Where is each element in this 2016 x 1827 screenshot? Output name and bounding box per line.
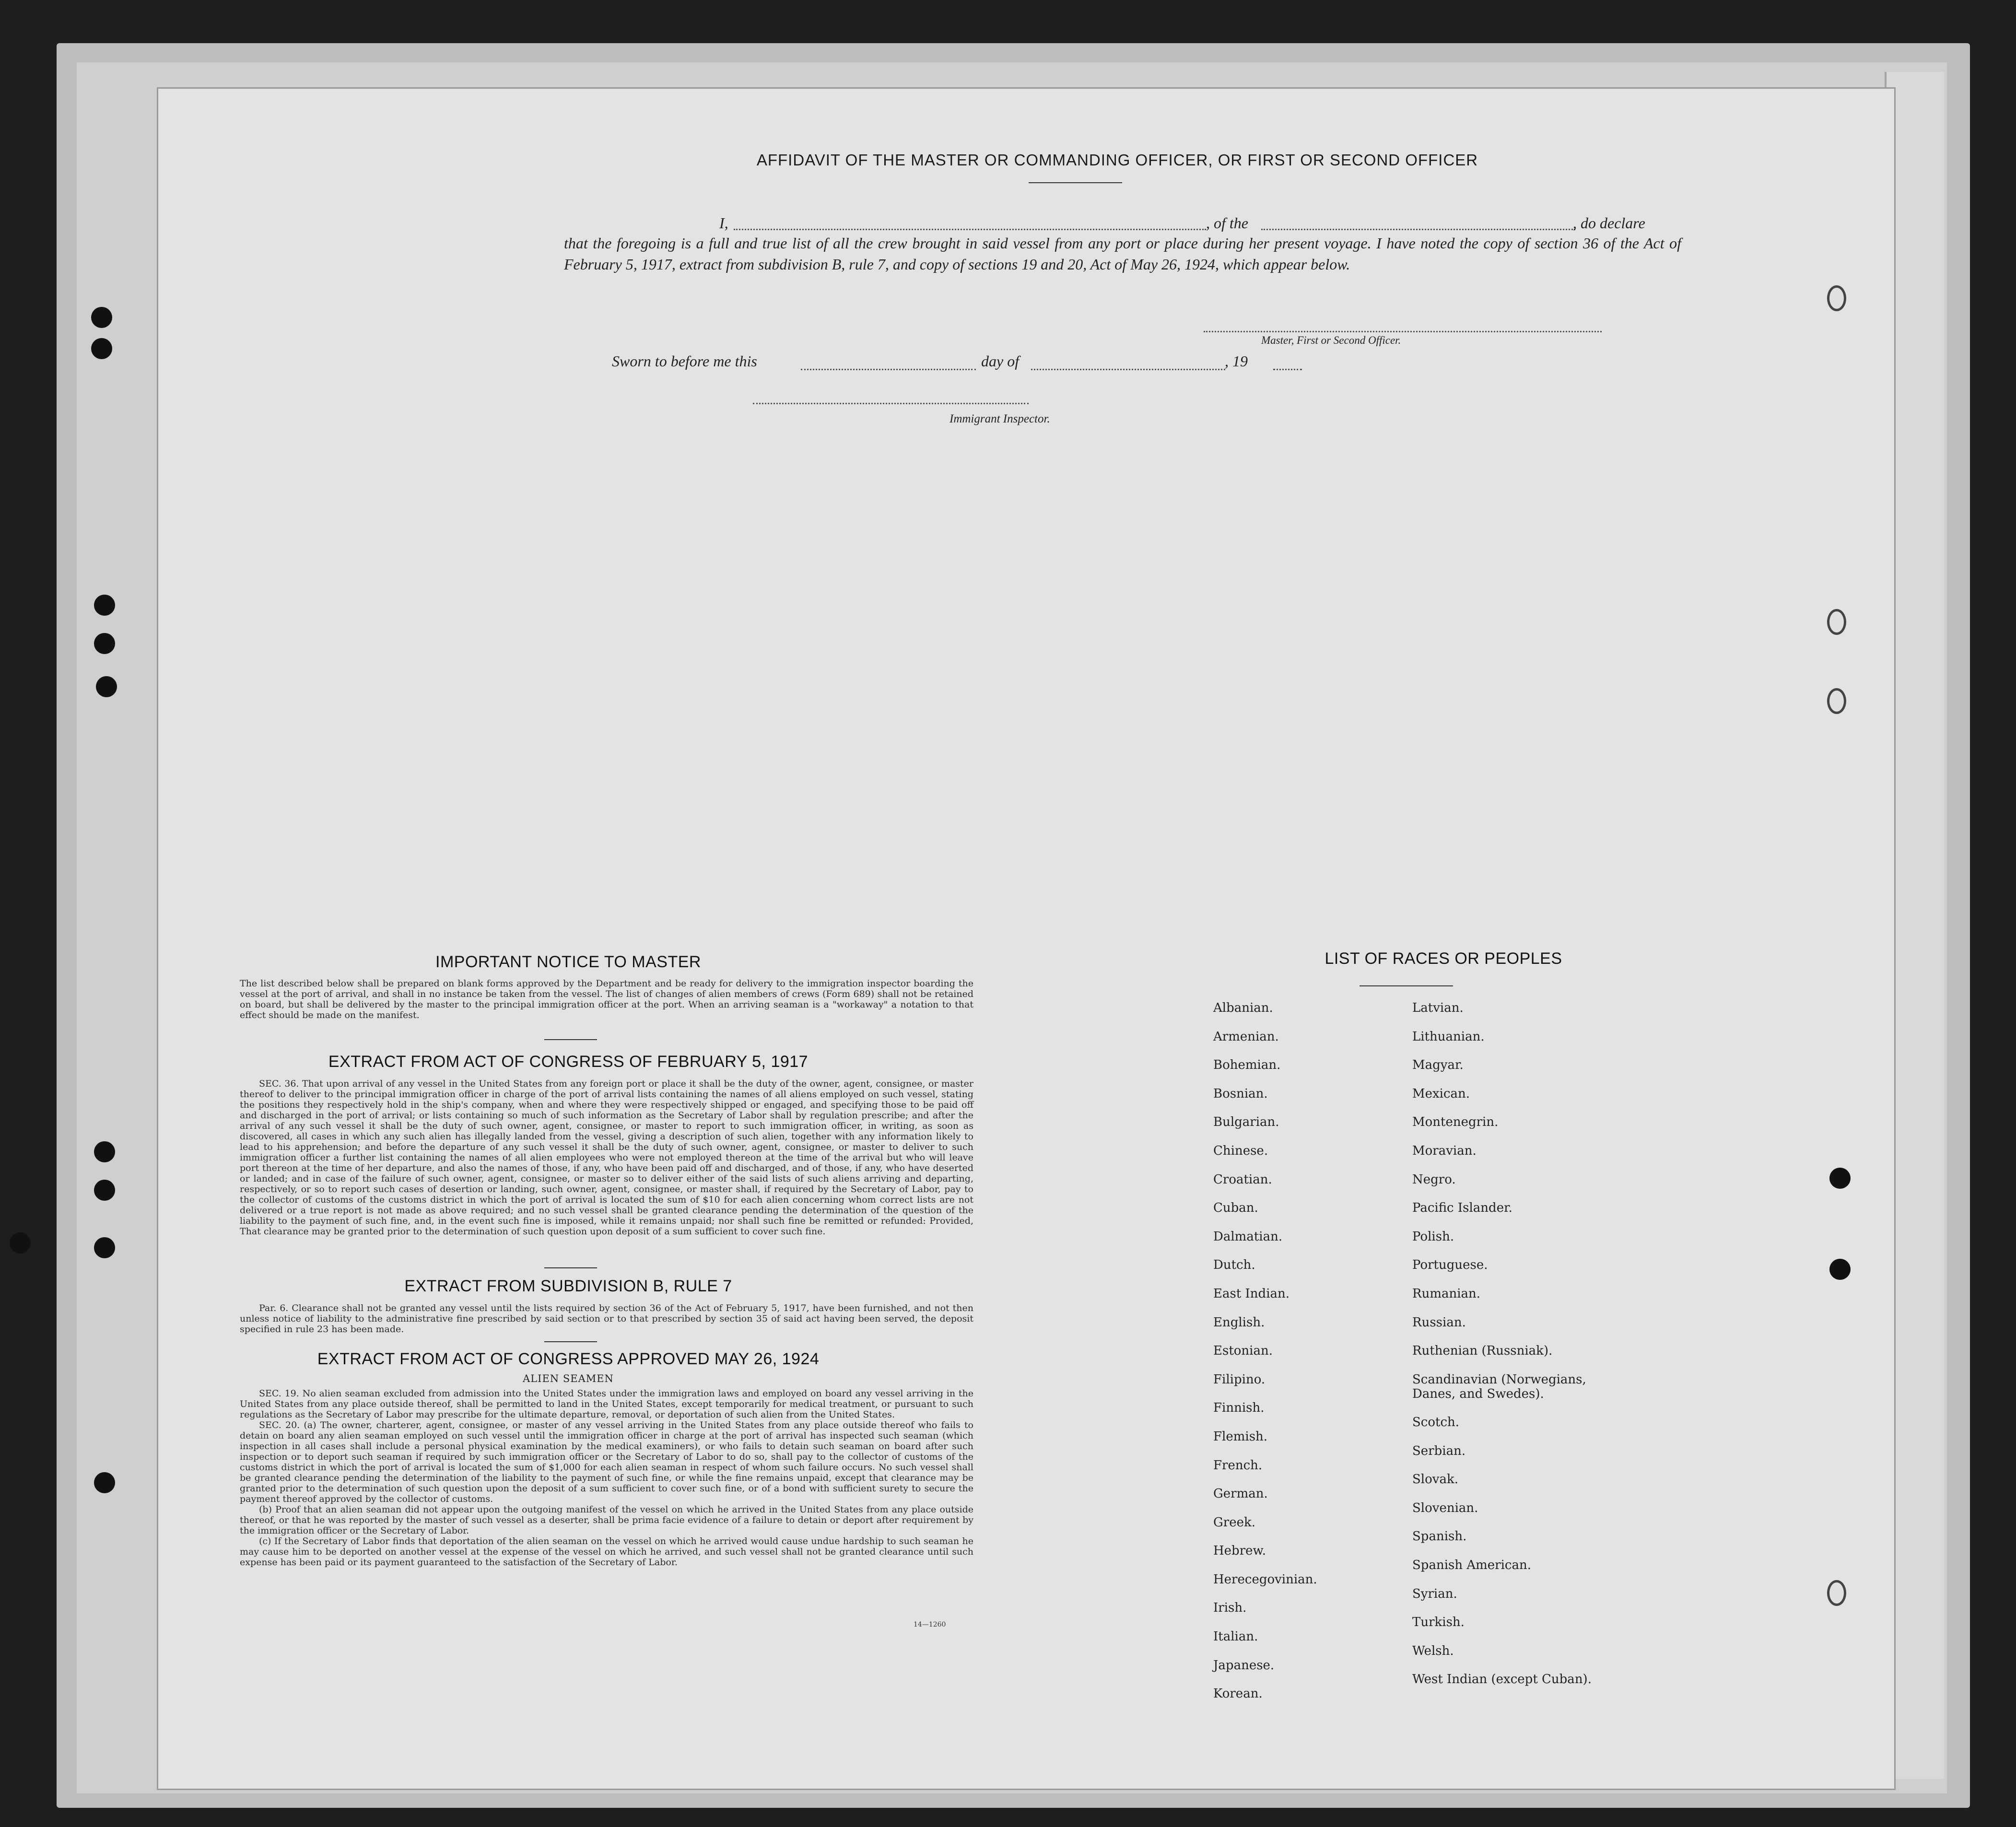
alien-seamen-subtitle: ALIEN SEAMEN — [523, 1373, 614, 1384]
race-item: English. — [1213, 1315, 1265, 1330]
punch-hole — [1827, 1580, 1846, 1606]
race-item: Mexican. — [1412, 1086, 1470, 1101]
race-item: Filipino. — [1213, 1372, 1266, 1387]
divider — [544, 1039, 597, 1040]
race-item: Albanian. — [1213, 1001, 1273, 1015]
punch-hole — [1827, 609, 1846, 635]
race-item: Pacific Islander. — [1412, 1201, 1512, 1216]
race-item: Rumanian. — [1412, 1286, 1481, 1301]
punch-hole — [1829, 1259, 1851, 1280]
sworn-day: day of — [981, 352, 1020, 370]
punch-hole — [94, 1180, 115, 1201]
punch-hole — [91, 338, 112, 359]
sworn-month-field[interactable] — [1031, 369, 1225, 370]
race-item: Portuguese. — [1412, 1258, 1488, 1273]
race-item: Welsh. — [1412, 1643, 1454, 1658]
race-item: Slovak. — [1412, 1472, 1458, 1487]
extract-rule7-title: EXTRACT FROM SUBDIVISION B, RULE 7 — [404, 1277, 732, 1295]
sec-20b-text: (b) Proof that an alien seaman did not appear upon the outgoing manifest of the vessel on which he arrived in the United States from any place outside thereof, or that he was reported by the master of such vessel as a deserter, shall be prima facie evidence of a failure to detain or deport after requirement by the immigration officer or the Secretary of Labor. — [240, 1504, 973, 1536]
race-item: Cuban. — [1213, 1201, 1258, 1216]
divider — [544, 1341, 597, 1342]
race-item: East Indian. — [1213, 1286, 1290, 1301]
punch-hole — [1829, 1168, 1851, 1189]
punch-hole — [96, 676, 117, 697]
race-item: Italian. — [1213, 1629, 1258, 1644]
par-6-text: Par. 6. Clearance shall not be granted any vessel until the lists required by section 36 of the Act of February 5, 1917, have been furnished, and not then unless notice of liability to the administrative fine prescribed by said section or to that prescribed by section 35 of said act having been served, the deposit specified in rule 23 has been made. — [240, 1303, 973, 1335]
sworn-year: , 19 — [1225, 352, 1248, 370]
race-item: Montenegrin. — [1412, 1115, 1499, 1130]
race-item: Armenian. — [1213, 1029, 1279, 1044]
race-item: Polish. — [1412, 1229, 1454, 1244]
notice-title: IMPORTANT NOTICE TO MASTER — [435, 953, 701, 971]
punch-hole — [94, 1141, 115, 1162]
race-item: Spanish. — [1412, 1529, 1467, 1544]
affidavit-title: AFFIDAVIT OF THE MASTER OR COMMANDING OFFICER, OR FIRST OR SECOND OFFICER — [756, 151, 1478, 169]
sworn-prefix: Sworn to before me this — [612, 352, 757, 370]
sworn-date-field[interactable] — [801, 369, 976, 370]
race-item: Spanish American. — [1412, 1558, 1532, 1573]
race-item: Lithuanian. — [1412, 1029, 1485, 1044]
race-item: Estonian. — [1213, 1344, 1273, 1359]
race-item: Korean. — [1213, 1686, 1263, 1701]
extract-1917-text — [240, 1078, 973, 1237]
punch-hole — [94, 595, 115, 616]
vessel-field[interactable] — [1261, 229, 1575, 230]
form-number: 14—1260 — [914, 1621, 946, 1628]
race-item: Russian. — [1412, 1315, 1466, 1330]
sworn-year-field[interactable] — [1273, 369, 1302, 370]
race-item: Finnish. — [1213, 1401, 1265, 1416]
race-item: Irish. — [1213, 1601, 1247, 1616]
race-item: Chinese. — [1213, 1143, 1268, 1158]
inspector-caption: Immigrant Inspector. — [949, 412, 1050, 425]
race-item: German. — [1213, 1487, 1268, 1501]
extract-rule7-text — [240, 1303, 973, 1335]
sec-20a-text: SEC. 20. (a) The owner, charterer, agent, consignee, or master of any vessel arriving in the United States from any place outside thereof who fails to detain on board any alien seaman employed on such vessel until the immigration officer in charge at the port of arrival has inspected such seaman (which inspection in all cases shall include a personal physical examination by the medical examiners), or who fails to detain such seaman on board after such inspection or to deport such seaman if required by such immigration officer or the Secretary of Labor to do so, shall pay to the collector of customs of the customs district in which the port of arrival is located the sum of $1,000 for each alien seaman in respect of whom such failure occurs. No such vessel shall be granted clearance pending the determination of the liability to the payment of such fine, or while the fine remains unpaid, except that clearance may be granted prior to the determination of such question upon the deposit of a sum sufficient to cover such fine, or of a bond with sufficient surety to secure the payment thereof approved by the collector of customs. — [240, 1420, 973, 1504]
race-item: Dutch. — [1213, 1258, 1255, 1273]
race-item: Japanese. — [1213, 1658, 1275, 1673]
affidavit-of-the: , of the — [1206, 214, 1248, 232]
races-title: LIST OF RACES OR PEOPLES — [1324, 949, 1562, 968]
race-item: Bulgarian. — [1213, 1115, 1279, 1130]
signature-caption: Master, First or Second Officer. — [1261, 334, 1401, 346]
extract-1924-title: EXTRACT FROM ACT OF CONGRESS APPROVED MAY 26, 1924 — [317, 1350, 820, 1368]
title-rule — [1029, 182, 1122, 183]
race-item: Croatian. — [1213, 1172, 1272, 1187]
race-item: Flemish. — [1213, 1429, 1268, 1444]
race-item: French. — [1213, 1458, 1263, 1473]
race-item: Dalmatian. — [1213, 1229, 1283, 1244]
race-item: West Indian (except Cuban). — [1412, 1672, 1592, 1687]
race-item: Scandinavian (Norwegians, Danes, and Swedes). — [1412, 1372, 1586, 1401]
race-item: Greek. — [1213, 1515, 1255, 1530]
race-item: Ruthenian (Russniak). — [1412, 1344, 1553, 1359]
race-item: Magyar. — [1412, 1058, 1464, 1073]
master-signature-field[interactable] — [1204, 331, 1602, 332]
affidavit-body: that the foregoing is a full and true list of all the crew brought in said vessel from any port or place during her present voyage. I have noted the copy of section 36 of the Act of February 5, 1917, extract from subdivision B, rule 7, and copy of sections 19 and 20, Act of May 26, 1924, which appear below. — [564, 234, 1681, 273]
race-item: Slovenian. — [1412, 1500, 1478, 1515]
notice-text: The list described below shall be prepared on blank forms approved by the Department and be ready for delivery to the immigration inspector boarding the vessel at the port of arrival, and shall in no instance be taken from the vessel. The list of changes of alien members of crews (Form 689) shall not be retained on board, but shall be delivered by the master to the principal immigration officer at the port. When an arriving seaman is a "workaway" a notation to that effect should be made on the manifest. — [240, 978, 973, 1020]
race-item: Moravian. — [1412, 1143, 1477, 1158]
form-page — [158, 89, 1894, 1789]
inspector-signature-field[interactable] — [753, 403, 1029, 404]
affidavit-declare: , do declare — [1573, 214, 1645, 232]
extract-1924-text — [240, 1388, 973, 1568]
race-item: Syrian. — [1412, 1586, 1457, 1601]
divider — [1360, 985, 1453, 986]
punch-hole — [94, 1472, 115, 1493]
race-item: Bosnian. — [1213, 1086, 1268, 1101]
race-item: Herecegovinian. — [1213, 1572, 1317, 1587]
sec-20c-text: (c) If the Secretary of Labor finds that deportation of the alien seaman on the vessel on which he arrived would cause undue hardship to such seaman he may cause him to be deported on another vessel at the expense of the vessel on which he arrived, and such vessel shall not be granted clearance until such expense has been paid or its payment guaranteed to the satisfaction of the Secretary of Labor. — [240, 1536, 973, 1568]
punch-hole — [1827, 688, 1846, 714]
race-item: Turkish. — [1412, 1615, 1465, 1630]
name-field[interactable] — [734, 229, 1206, 230]
race-item: Bohemian. — [1213, 1058, 1281, 1073]
sec-19-text: SEC. 19. No alien seaman excluded from admission into the United States under the immigration laws and employed on board any vessel arriving in the United States from any place outside thereof, shall be permitted to land in the United States, except temporarily for medical treatment, or pursuant to such regulations as the Secretary of Labor may prescribe for the ultimate departure, removal, or deportation of such alien from the United States. — [240, 1388, 973, 1420]
races-list-left — [1213, 1001, 1395, 1715]
affidavit-i: I, — [719, 214, 728, 232]
punch-hole — [1827, 285, 1846, 311]
race-item: Scotch. — [1412, 1415, 1460, 1430]
race-item: Serbian. — [1412, 1443, 1466, 1458]
race-item: Negro. — [1412, 1172, 1456, 1187]
punch-hole — [91, 307, 112, 328]
extract-1917-title: EXTRACT FROM ACT OF CONGRESS OF FEBRUARY 5, 1917 — [328, 1053, 809, 1071]
race-item: Latvian. — [1412, 1001, 1464, 1015]
punch-hole — [94, 633, 115, 654]
divider — [544, 1267, 597, 1268]
races-list-right — [1412, 1001, 1638, 1701]
punch-hole — [10, 1232, 31, 1253]
race-item: Hebrew. — [1213, 1544, 1266, 1558]
sec-36-text: SEC. 36. That upon arrival of any vessel in the United States from any foreign port or place it shall be the duty of the owner, agent, consignee, or master thereof to deliver to the principal immigration officer in charge of the port of arrival lists containing the names of all aliens employed on such vessel, stating the positions they respectively hold in the ship's company, when and where they were respectively shipped or engaged, and specifying those to be paid off and discharged in the port of arrival; or lists containing so much of such information as the Secretary of Labor shall by regulation prescribe; and after the arrival of any such vessel it shall be the duty of such owner, agent, consignee, or master to report to such immigration officer, in writing, as soon as discovered, all cases in which any such alien has illegally landed from the vessel, giving a description of such alien, together with any information likely to lead to his apprehension; and before the departure of any such vessel it shall be the duty of such owner, agent, consignee, or master to deliver to such immigration officer a further list containing the names of all alien employees who were not employed thereon at the time of the arrival but who will leave port thereon at the time of her departure, and also the names of those, if any, who have been paid off and discharged, and of those, if any, who have deserted or landed; and in case of the failure of such owner, agent, consignee, or master so to deliver either of the said lists of such aliens arriving and departing, respectively, or so to report such cases of desertion or landing, such owner, agent, consignee, or master shall, if required by the Secretary of Labor, pay to the collector of customs of the customs district in which the port of arrival is located the sum of $10 for each alien concerning whom correct lists are not delivered or a true report is not made as above required; and no such vessel shall be granted clearance pending the determination of the question of the liability to the payment of such fine, and, in the event such fine is imposed, while it remains unpaid; nor shall such fine be remitted or refunded: Provided, That clearance may be granted prior to the determination of such question upon deposit of a sum sufficient to cover such fine. — [240, 1078, 973, 1237]
punch-hole — [94, 1237, 115, 1258]
